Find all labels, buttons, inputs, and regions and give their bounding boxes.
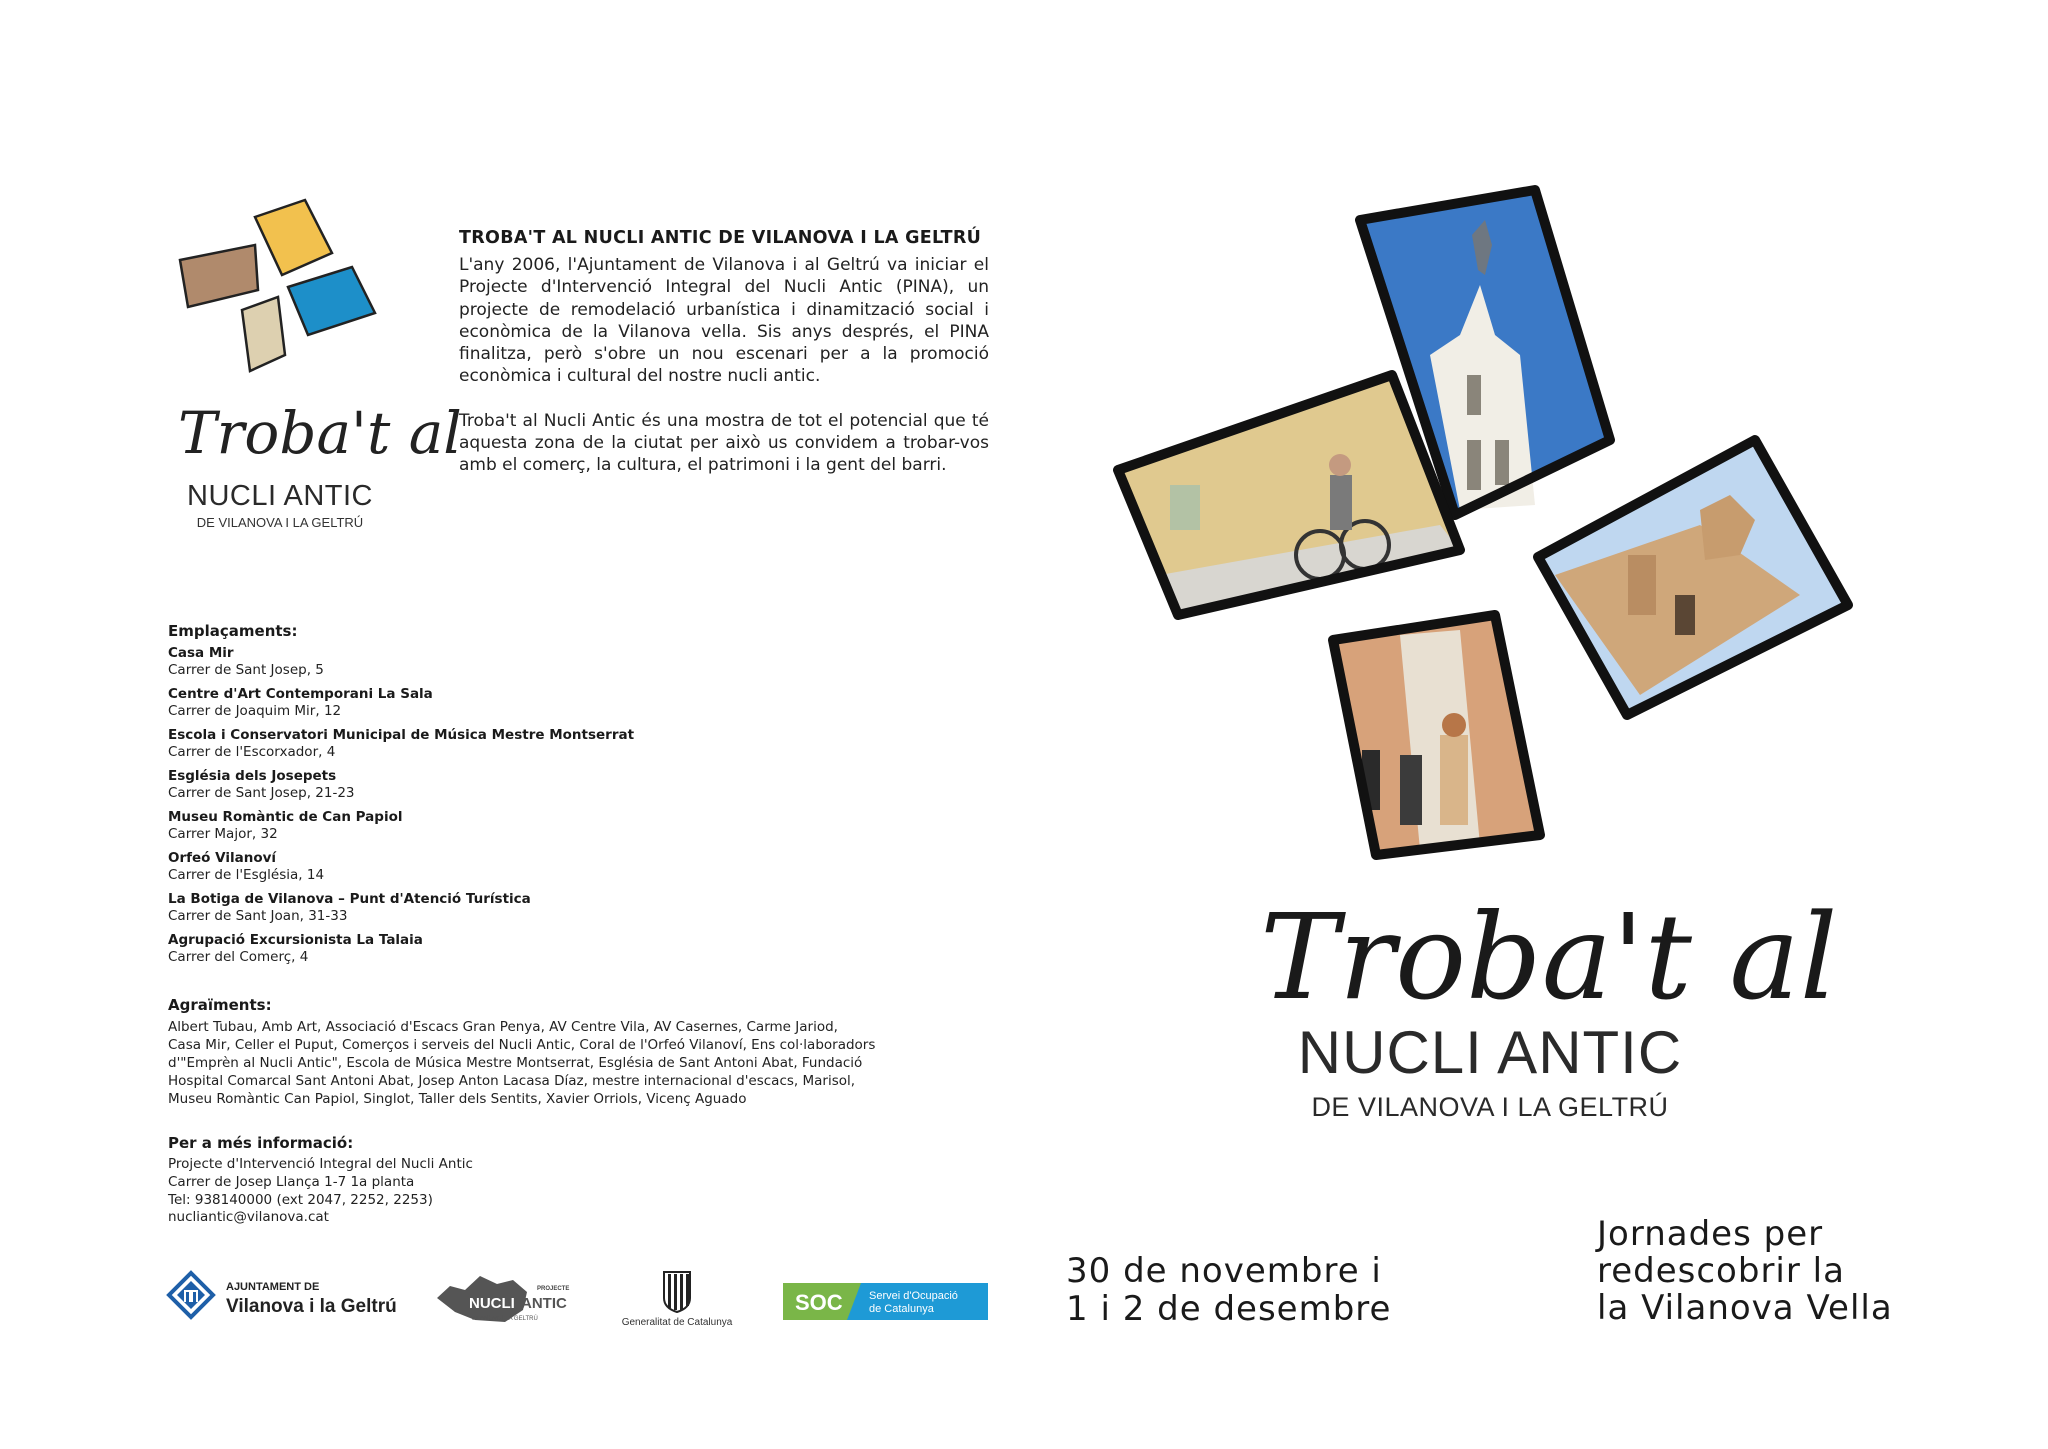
info-title: Per a més informació: <box>168 1134 354 1152</box>
church-facade-photo <box>1538 440 1848 715</box>
location-name: Agrupació Excursionista La Talaia <box>168 932 423 948</box>
location-address: Carrer de l'Església, 14 <box>168 867 325 883</box>
narrow-street-photo <box>1333 615 1540 855</box>
tagline-line-3: la Vilanova Vella <box>1597 1288 1893 1328</box>
photo-cross <box>1100 175 1870 875</box>
thanks-section <box>168 996 998 1108</box>
location-name: Centre d'Art Contemporani La Sala <box>168 686 433 702</box>
location-name: Orfeó Vilanoví <box>168 850 277 866</box>
svg-text:VILANOVA I LA GELTRÚ: VILANOVA I LA GELTRÚ <box>471 1316 538 1322</box>
small-logo-tiles <box>170 195 390 385</box>
info-address: Carrer de Josep Llança 1-7 1a planta <box>168 1173 415 1190</box>
event-dates <box>1066 1252 1391 1328</box>
tagline-line-1: Jornades per <box>1597 1214 1824 1254</box>
location-item <box>168 890 728 925</box>
intro-section <box>459 228 989 499</box>
thanks-line: Hospital Comarcal Sant Antoni Abat, Josep Anton Lacasa Díaz, mestre internacional d'escacs, Marisol, <box>168 1073 856 1089</box>
info-section <box>168 1134 668 1227</box>
small-logo-title: NUCLI ANTIC <box>187 480 373 512</box>
dates-line-1: 30 de novembre i <box>1066 1251 1382 1291</box>
blue-tile <box>288 267 375 335</box>
dates-line-2: 1 i 2 de desembre <box>1066 1289 1392 1329</box>
main-city: DE VILANOVA I LA GELTRÚ <box>1311 1092 1669 1122</box>
senyera-shield-icon <box>664 1272 690 1312</box>
location-address: Carrer de l'Escorxador, 4 <box>168 744 336 760</box>
svg-text:de Catalunya: de Catalunya <box>869 1303 934 1315</box>
location-name: La Botiga de Vilanova – Punt d'Atenció Turística <box>168 891 531 907</box>
thanks-line: Albert Tubau, Amb Art, Associació d'Escacs Gran Penya, AV Centre Vila, AV Casernes, Carme Jariod, <box>168 1019 838 1035</box>
svg-text:Servei d'Ocupació: Servei d'Ocupació <box>869 1290 958 1302</box>
projecte-nucli-antic-logo <box>435 1270 595 1328</box>
thanks-line: Casa Mir, Celler el Puput, Comerços i serveis del Nucli Antic, Coral de l'Orfeó Vilanoví, Ens col·laboradors <box>168 1037 876 1053</box>
svg-text:Troba't al: Troba't al <box>178 399 462 467</box>
brown-tile <box>180 245 258 307</box>
svg-text:ANTIC: ANTIC <box>521 1295 567 1312</box>
location-item <box>168 644 728 679</box>
ajuntament-logo <box>166 1270 396 1325</box>
thanks-line: Museu Romàntic Can Papiol, Singlot, Taller dels Sentits, Xavier Orriols, Vicenç Aguado <box>168 1091 747 1107</box>
svg-text:NUCLI: NUCLI <box>469 1295 515 1312</box>
info-phone: Tel: 938140000 (ext 2047, 2252, 2253) <box>168 1191 433 1208</box>
svg-text:Generalitat de Catalunya: Generalitat de Catalunya <box>621 1317 733 1328</box>
info-line: Projecte d'Intervenció Integral del Nucli Antic <box>168 1156 473 1172</box>
location-address: Carrer Major, 32 <box>168 826 278 842</box>
thanks-line: d'"Emprèn al Nucli Antic", Escola de Música Mestre Montserrat, Església de Sant Antoni Abat, Fundació <box>168 1055 863 1071</box>
yellow-tile <box>255 200 332 275</box>
svg-text:SOC: SOC <box>795 1290 843 1315</box>
location-address: Carrer de Sant Josep, 21-23 <box>168 785 355 801</box>
location-item <box>168 808 728 843</box>
location-address: Carrer de Sant Josep, 5 <box>168 662 324 678</box>
location-item <box>168 849 728 884</box>
location-item <box>168 767 728 802</box>
generalitat-logo <box>612 1268 742 1328</box>
info-email: nucliantic@vilanova.cat <box>168 1209 329 1226</box>
location-name: Església dels Josepets <box>168 768 337 784</box>
location-name: Museu Romàntic de Can Papiol <box>168 809 403 825</box>
small-script-title <box>168 395 462 475</box>
thanks-title: Agraïments: <box>168 996 272 1014</box>
location-item <box>168 726 728 761</box>
beige-tile <box>242 297 285 371</box>
location-address: Carrer de Sant Joan, 31-33 <box>168 908 348 924</box>
soc-logo <box>783 1283 988 1320</box>
svg-text:Troba't al: Troba't al <box>1260 888 1838 1026</box>
location-item <box>168 931 728 966</box>
location-address: Carrer del Comerç, 4 <box>168 949 309 965</box>
location-item <box>168 685 728 720</box>
small-logo-city: DE VILANOVA I LA GELTRÚ <box>196 515 364 530</box>
ajuntament-shield-icon <box>169 1273 213 1317</box>
locations-section <box>168 622 728 972</box>
main-title: NUCLI ANTIC <box>1297 1019 1683 1086</box>
svg-text:Vilanova i la Geltrú: Vilanova i la Geltrú <box>226 1296 397 1317</box>
locations-title: Emplaçaments: <box>168 622 298 640</box>
intro-paragraph-2: Troba't al Nucli Antic és una mostra de tot el potencial que té aquesta zona de la ciutat per això us convidem a trobar-vos amb el comerç, la cultura, el patrimoni i la gent del barri. <box>459 410 989 476</box>
intro-paragraph-1: L'any 2006, l'Ajuntament de Vilanova i al Geltrú va iniciar el Projecte d'Intervenció Integral del Nucli Antic (PINA), un projecte de remodelació urbanística i dinamització social i econòmica de la Vilanova vella. Sis anys després, el PINA finalitza, però s'obre un nou escenari per a la promoció econòmica i cultural del nostre nucli antic. <box>459 255 989 387</box>
svg-text:AJUNTAMENT DE: AJUNTAMENT DE <box>226 1281 320 1293</box>
big-script-title <box>1250 880 1838 1030</box>
location-name: Escola i Conservatori Municipal de Música Mestre Montserrat <box>168 727 635 743</box>
event-tagline <box>1597 1216 1893 1327</box>
svg-text:PROJECTE: PROJECTE <box>537 1286 570 1292</box>
location-address: Carrer de Joaquim Mir, 12 <box>168 703 342 719</box>
cyclist-street-photo <box>1118 375 1460 615</box>
intro-heading: TROBA'T AL NUCLI ANTIC DE VILANOVA I LA GELTRÚ <box>459 228 982 248</box>
tagline-line-2: redescobrir la <box>1597 1251 1845 1291</box>
location-name: Casa Mir <box>168 645 234 661</box>
